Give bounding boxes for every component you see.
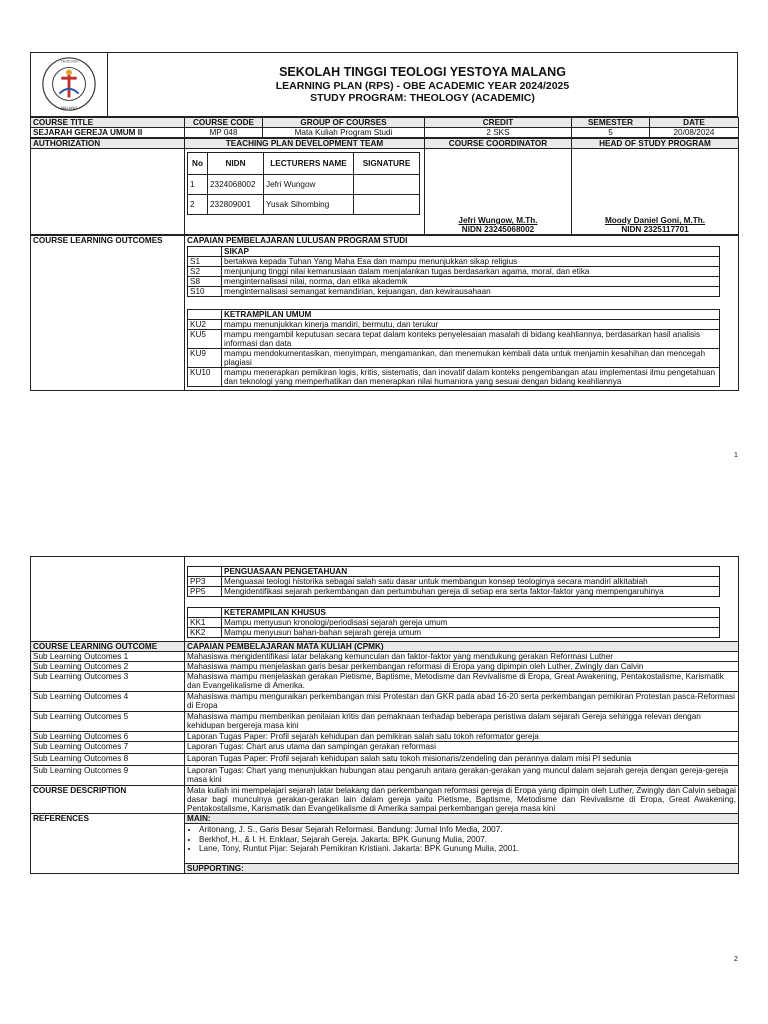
page-number-2: 2 (734, 956, 738, 963)
pp-text: Mengidentifikasi sejarah perkembangan dan pertumbuhan gereja di setiap era serta faktor-faktor yang mempengaruhinya (222, 587, 720, 597)
sub-outcome-label: Sub Learning Outcomes 3 (31, 672, 185, 692)
head-label: HEAD OF STUDY PROGRAM (572, 139, 739, 149)
coordinator-cell (425, 149, 572, 235)
course-code-value: MP 048 (185, 128, 263, 138)
credit-value: 2 SKS (425, 128, 572, 138)
group-header: GROUP OF COURSES (263, 118, 425, 128)
head-cell (572, 149, 739, 235)
pp-code: PP3 (188, 577, 222, 587)
ku-title: KETRAMPILAN UMUM (222, 310, 720, 320)
team-row-1-no: 1 (188, 175, 208, 195)
head-name: Moody Daniel Goni, M.Th. (604, 216, 706, 225)
kk-title: KETERAMPILAN KHUSUS (222, 608, 720, 618)
sikap-text: menjunjung tinggi nilai kemanusiaan dalam menjalankan tugas berdasarkan agama, moral, dan etika (222, 267, 720, 277)
sub-outcome-row (31, 766, 739, 786)
cpl-title: CAPAIAN PEMBELAJARAN LULUSAN PROGRAM STUDI (187, 236, 408, 245)
course-title-header: COURSE TITLE (31, 118, 185, 128)
team-row-1-nidn: 2324068002 (208, 175, 264, 195)
team-row-2-no: 2 (188, 195, 208, 215)
school-logo-icon (40, 55, 98, 113)
semester-value: 5 (572, 128, 650, 138)
pp-code: PP5 (188, 587, 222, 597)
svg-text:MALANG: MALANG (60, 105, 78, 110)
course-description-label: COURSE DESCRIPTION (31, 786, 185, 814)
sikap-table (187, 246, 720, 297)
logo-cell (31, 53, 108, 117)
ku-code: KU10 (188, 368, 222, 387)
team-no-header: No (188, 153, 208, 175)
sub-outcome-text: Mahasiswa mengidentifikasi latar belakang kemunculan dan faktor-faktor yang mendukung gerakan Reformasi Luther (185, 652, 739, 662)
pp-text: Menguasai teologi historika sebagai salah satu dasar untuk membangun konsep teologinya secara mandiri alkitabiah (222, 577, 720, 587)
plan-title: LEARNING PLAN (RPS) - OBE ACADEMIC YEAR 2024/2025 (275, 80, 570, 92)
sub-outcome-text: Laporan Tugas Paper: Profil sejarah kehidupan salah satu tokoh misionaris/zendeling dan perannya dalam misi PI sedunia (185, 754, 739, 766)
credit-header: CREDIT (425, 118, 572, 128)
study-program: STUDY PROGRAM: THEOLOGY (ACADEMIC) (310, 92, 535, 104)
sub-outcome-text: Laporan Tugas Paper: Profil sejarah kehidupan dan pemikiran salah satu tokoh reformator gereja (185, 732, 739, 742)
sikap-row (188, 267, 720, 277)
ku-table (187, 309, 720, 387)
authorization-label: AUTHORIZATION (31, 139, 185, 149)
reference-item: • Aritonang, J. S., Garis Besar Sejarah Reformasi. Bandung: Jurnal Info Media, 2007. (199, 825, 738, 835)
coordinator-nidn: NIDN 23245068002 (461, 225, 535, 234)
kk-text: Mampu menyusun bahan-bahan sejarah gereja umum (222, 628, 720, 638)
header-table (30, 52, 738, 117)
sub-outcome-text: Mahasiswa mampu menguraikan perkembangan misi Protestan dan GKR pada abad 16-20 serta perkembangan pemikiran Protestan pasca-Reformasi di Eropa (185, 692, 739, 712)
sub-outcome-text: Laporan Tugas: Chart yang menunjukkan hubungan atau pengaruh antara gerakan-gerakan yang muncul dalam sejarah gereja dengan gereja-gereja masa kini (185, 766, 739, 786)
sikap-code: S10 (188, 287, 222, 297)
sikap-text: bertakwa kepada Tuhan Yang Maha Esa dan mampu menunjukkan sikap religius (222, 257, 720, 267)
header-titles (108, 53, 738, 117)
kk-row (188, 618, 720, 628)
institution-name: SEKOLAH TINGGI TEOLOGI YESTOYA MALANG (279, 65, 566, 79)
references-cell (185, 814, 739, 874)
sub-outcome-label: Sub Learning Outcomes 6 (31, 732, 185, 742)
reference-item: • Lane, Tony, Runtut Pijar: Sejarah Pemikiran Kristiani. Jakarta: BPK Gunung Mulia, 2001. (199, 844, 738, 854)
kk-row (188, 628, 720, 638)
group-value: Mata Kuliah Program Studi (263, 128, 425, 138)
supporting-references-label: SUPPORTING: (185, 863, 738, 873)
pp-table (187, 566, 720, 597)
sub-outcome-label: Sub Learning Outcomes 2 (31, 662, 185, 672)
ku-row (188, 320, 720, 330)
ku-text: mampu mengambil keputusan secara tepat dalam konteks penyelesaian masalah di bidang keahliannya, berdasarkan hasil analisis informasi dan data (222, 330, 720, 349)
course-code-header: COURSE CODE (185, 118, 263, 128)
pp-row (188, 577, 720, 587)
ku-text: mampu menerapkan pemikiran logis, kritis, sistematis, dan inovatif dalam konteks pengembangan atau implementasi ilmu pengetahuan dan teknologi yang memperhatikan dan menerapkan nilai humaniora yang sesuai dengan bidang keahliannya (222, 368, 720, 387)
sub-outcome-row (31, 754, 739, 766)
ku-row (188, 330, 720, 349)
sub-outcome-row (31, 732, 739, 742)
main-references-label: MAIN: (185, 814, 738, 824)
sub-outcome-row (31, 692, 739, 712)
sub-outcome-row (31, 652, 739, 662)
pp-row (188, 587, 720, 597)
page-2 (30, 556, 738, 874)
kk-text: Mampu menyusun kronologi/periodisasi sejarah gereja umum (222, 618, 720, 628)
sub-outcome-row (31, 712, 739, 732)
team-row-2-nidn: 232809001 (208, 195, 264, 215)
sub-outcome-text: Mahasiswa mampu menjelaskan gerakan Pietisme, Baptisme, Metodisme dan Revivalisme di Eropa, Great Awakening, Pentakostalisme, Karismatik dan Evangelikalisme di Amerika. (185, 672, 739, 692)
sub-outcome-row (31, 672, 739, 692)
team-signature-header: SIGNATURE (354, 153, 420, 175)
course-title-value: SEJARAH GEREJA UMUM II (31, 128, 185, 138)
ku-code: KU2 (188, 320, 222, 330)
clo-label: COURSE LEARNING OUTCOMES (31, 236, 185, 391)
team-nidn-header: NIDN (208, 153, 264, 175)
ku-row (188, 349, 720, 368)
page-1 (30, 52, 738, 391)
team-name-header: LECTURERS NAME (264, 153, 354, 175)
sikap-text: menginternalisasi nilai, norma, dan etika akademik (222, 277, 720, 287)
cpmk-label: COURSE LEARNING OUTCOME (31, 642, 185, 652)
coordinator-name: Jefri Wungow, M.Th. (458, 216, 538, 225)
team-table (187, 152, 420, 215)
sub-outcome-label: Sub Learning Outcomes 9 (31, 766, 185, 786)
sikap-code: S2 (188, 267, 222, 277)
sikap-code: S1 (188, 257, 222, 267)
team-row-1-signature (354, 175, 420, 195)
head-nidn: NIDN 2325117701 (621, 225, 689, 234)
team-row-1-name: Jefri Wungow (264, 175, 354, 195)
sub-outcome-label: Sub Learning Outcomes 7 (31, 742, 185, 754)
course-description-text: Mata kuliah ini mempelajari sejarah latar belakang dan perkembangan reformasi gereja di Eropa yang dipimpin oleh Luther, Zwingly dan Calvin sebagai dasar bagi munculnya gerakan-gerakan lain dalam gereja yaitu Pietisme, Baptisme, Metodisme dan Revivalisme di Eropa, Great Awakening, Pentakostalisme, Karismatik dan Evangelikalisme di Amerika sampai perkembangan gereja masa kini (185, 786, 739, 814)
pp-title: PENGUASAAN PENGETAHUAN (222, 567, 720, 577)
svg-text:TEOLOGI: TEOLOGI (60, 59, 78, 64)
sub-outcome-label: Sub Learning Outcomes 5 (31, 712, 185, 732)
page2-table (30, 556, 739, 874)
course-info-table (30, 117, 739, 138)
sub-outcome-text: Laporan Tugas: Chart arus utama dan sampingan gerakan reformasi (185, 742, 739, 754)
date-value: 20/08/2024 (650, 128, 739, 138)
team-cell (185, 149, 425, 235)
kk-code: KK1 (188, 618, 222, 628)
sikap-title: SIKAP (222, 247, 720, 257)
sikap-text: menginternalisasi semangat kemandirian, kejuangan, dan kewirausahaan (222, 287, 720, 297)
ku-row (188, 368, 720, 387)
ku-code: KU9 (188, 349, 222, 368)
reference-item: • Berkhof, H., & I. H. Enklaar, Sejarah Gereja. Jakarta: BPK Gunung Mulia, 2007. (199, 835, 738, 845)
main-references-list (185, 824, 738, 863)
clo-table (30, 235, 739, 391)
sikap-row (188, 257, 720, 267)
kk-table (187, 607, 720, 638)
coordinator-label: COURSE COORDINATOR (425, 139, 572, 149)
date-header: DATE (650, 118, 739, 128)
sub-outcome-row (31, 662, 739, 672)
team-row-2-name: Yusak Sihombing (264, 195, 354, 215)
ku-text: mampu mendokumentasikan, menyimpan, mengamankan, dan menemukan kembali data untuk menjamin kesahihan dan mencegah plagiasi (222, 349, 720, 368)
ku-code: KU5 (188, 330, 222, 349)
sikap-code: S8 (188, 277, 222, 287)
team-row-2-signature (354, 195, 420, 215)
kk-code: KK2 (188, 628, 222, 638)
sub-outcome-label: Sub Learning Outcomes 1 (31, 652, 185, 662)
clo-content (185, 236, 739, 391)
page-number-1: 1 (734, 452, 738, 459)
sub-outcome-label: Sub Learning Outcomes 8 (31, 754, 185, 766)
sub-outcome-label: Sub Learning Outcomes 4 (31, 692, 185, 712)
sikap-row (188, 277, 720, 287)
pp-kk-content (185, 557, 739, 642)
sub-outcome-text: Mahasiswa mampu menjelaskan garis besar perkembangan reformasi di Eropa yang dipimpin oleh Luther, Zwingly dan Calvin (185, 662, 739, 672)
cpmk-title: CAPAIAN PEMBELAJARAN MATA KULIAH (CPMK) (185, 642, 739, 652)
ku-text: mampu menunjukkan kinerja mandiri, bermutu, dan terukur (222, 320, 720, 330)
references-label: REFERENCES (31, 814, 185, 874)
authorization-table (30, 138, 739, 235)
team-label: TEACHING PLAN DEVELOPMENT TEAM (185, 139, 425, 149)
sub-outcome-text: Mahasiswa mampu memberikan penilaian kritis dan pemaknaan terhadap beberapa peristiwa dalam sejarah Gereja sehingga relevan dengan kehidupan bergereja masa kini (185, 712, 739, 732)
semester-header: SEMESTER (572, 118, 650, 128)
sub-outcome-row (31, 742, 739, 754)
sikap-row (188, 287, 720, 297)
